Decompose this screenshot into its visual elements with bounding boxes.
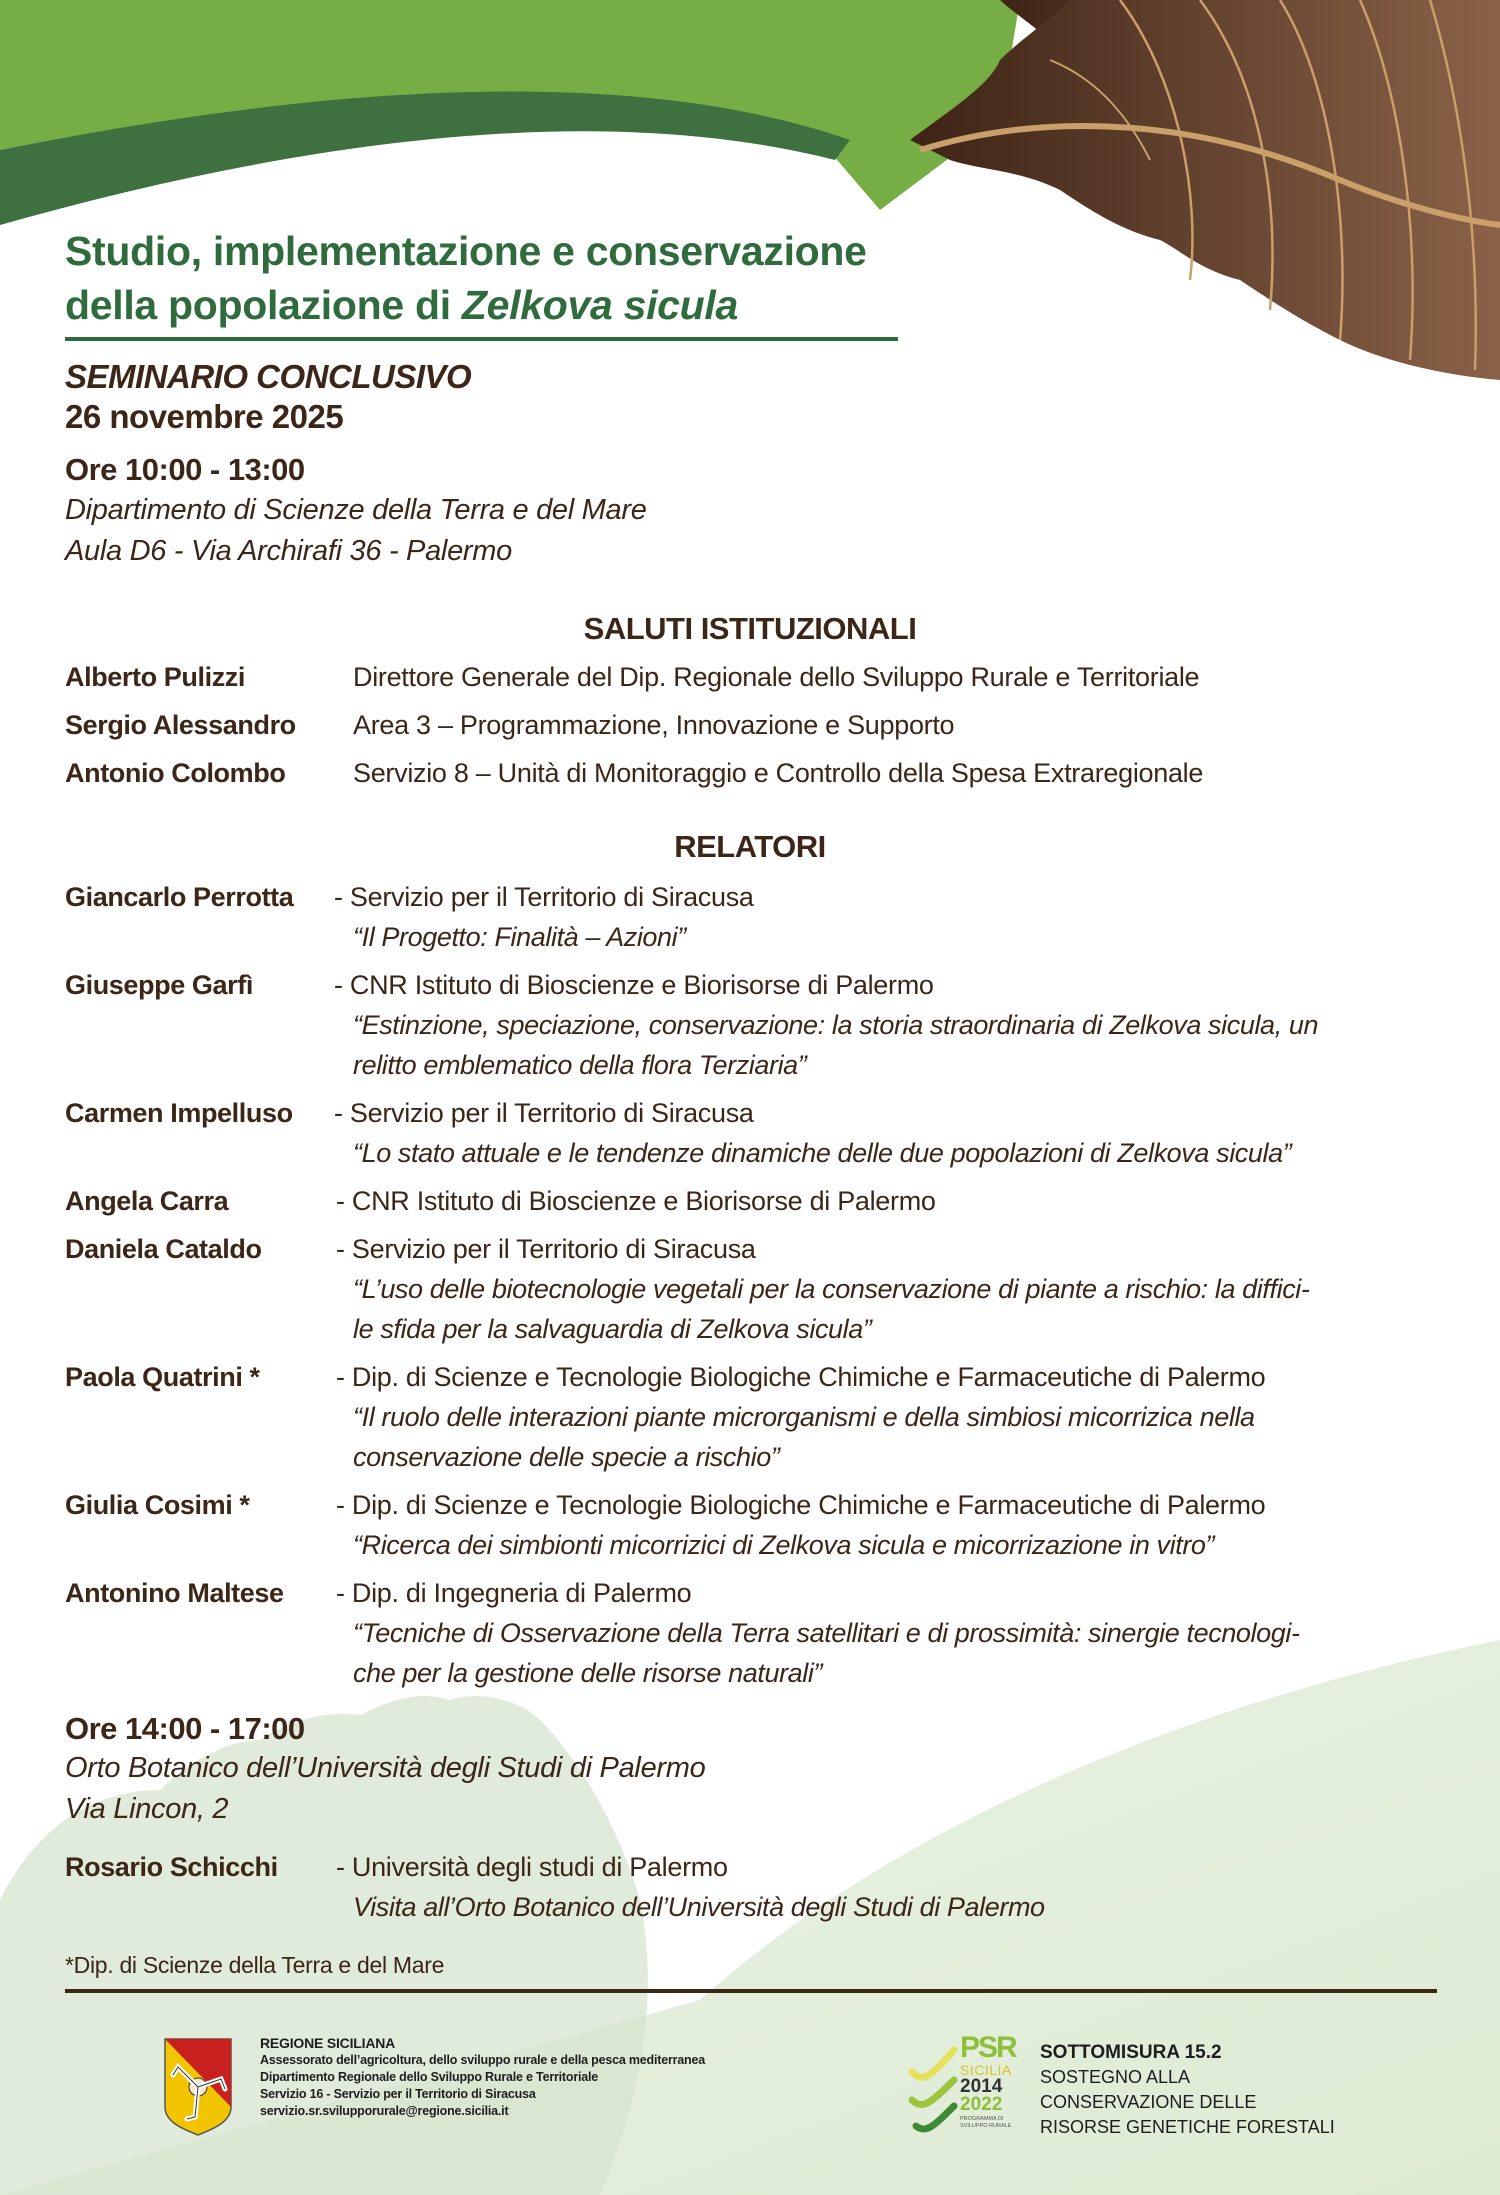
psr-sicilia: SICILIA [960, 2062, 1012, 2078]
talk-title: relitto emblematico della flora Terziaria” [353, 1050, 807, 1080]
visit-description: Visita all’Orto Botanico dell’Università degli Studi di Palermo [353, 1892, 1045, 1922]
afternoon-venue-line-2: Via Lincon, 2 [65, 1793, 229, 1825]
trinacria-shield-icon [163, 2037, 233, 2137]
title-line-1: Studio, implementazione e conservazione [65, 228, 867, 274]
speaker-name: Daniela Cataldo [65, 1234, 262, 1264]
talk-title: che per la gestione delle risorse naturali” [353, 1658, 823, 1688]
saluti-name: Alberto Pulizzi [65, 662, 246, 692]
speaker-name: Angela Carra [65, 1186, 229, 1216]
region-line-1: Assessorato dell’agricoltura, dello sviluppo rurale e della pesca mediterranea [260, 2053, 705, 2067]
morning-time: Ore 10:00 - 13:00 [65, 452, 305, 487]
talk-title: le sfida per la salvaguardia di Zelkova sicula” [353, 1314, 872, 1344]
psr-year-end: 2022 [960, 2094, 1003, 2115]
speaker-affiliation: - Servizio per il Territorio di Siracusa [336, 1234, 756, 1264]
speaker-affiliation: - Servizio per il Territorio di Siracusa [334, 1098, 754, 1128]
saluti-role: Direttore Generale del Dip. Regionale dello Sviluppo Rurale e Territoriale [353, 662, 1200, 692]
speaker-affiliation: - CNR Istituto di Bioscienze e Biorisorse di Palermo [336, 1186, 936, 1216]
speaker-affiliation: - Servizio per il Territorio di Siracusa [334, 882, 754, 912]
saluti-role: Area 3 – Programmazione, Innovazione e Supporto [353, 710, 955, 740]
afternoon-venue-line-1: Orto Botanico dell’Università degli Studi di Palermo [65, 1752, 706, 1784]
event-date: 26 novembre 2025 [65, 398, 344, 435]
footer-divider [65, 1989, 1437, 1993]
region-line-2: Dipartimento Regionale dello Sviluppo Rurale e Territoriale [260, 2070, 599, 2084]
submeasure-line-3: RISORSE GENETICHE FORESTALI [1040, 2117, 1335, 2137]
species-name: Zelkova sicula [461, 282, 739, 328]
footnote: *Dip. di Scienze della Terra e del Mare [65, 1952, 445, 1978]
speaker-name: Giancarlo Perrotta [65, 882, 294, 912]
psr-year-start: 2014 [960, 2076, 1003, 2097]
speaker-name: Paola Quatrini * [65, 1362, 260, 1392]
talk-title: “Lo stato attuale e le tendenze dinamiche delle due popolazioni di Zelkova sicula” [353, 1138, 1292, 1168]
talk-title: conservazione delle specie a rischio” [353, 1442, 780, 1472]
talk-title: “Il ruolo delle interazioni piante microrganismi e della simbiosi micorrizica nella [353, 1402, 1255, 1432]
talk-title: “Il Progetto: Finalità – Azioni” [353, 922, 686, 952]
speaker-name: Carmen Impelluso [65, 1098, 293, 1128]
speaker-name: Antonino Maltese [65, 1578, 284, 1608]
region-line-3: Servizio 16 - Servizio per il Territorio di Siracusa [260, 2087, 536, 2101]
talk-title: “Ricerca dei simbionti micorrizici di Zelkova sicula e micorrizazione in vitro” [353, 1530, 1215, 1560]
event-title [65, 224, 925, 332]
talk-title: “Estinzione, speciazione, conservazione: la storia straordinaria di Zelkova sicula, un [353, 1010, 1319, 1040]
seminar-subtitle: SEMINARIO CONCLUSIVO [65, 358, 472, 395]
psr-sicilia-logo-icon [908, 2031, 1028, 2140]
title-line-2-prefix: della popolazione di [65, 282, 462, 328]
region-email[interactable]: servizio.sr.svilupporurale@regione.sicilia.it [260, 2104, 509, 2118]
speaker-name: Rosario Schicchi [65, 1852, 278, 1882]
submeasure-heading: SOTTOMISURA 15.2 [1040, 2042, 1222, 2063]
saluti-heading: SALUTI ISTITUZIONALI [583, 611, 917, 646]
morning-venue-line-2: Aula D6 - Via Archirafi 36 - Palermo [65, 535, 512, 567]
psr-wordmark: PSR [960, 2031, 1016, 2064]
speaker-name: Giuseppe Garfì [65, 970, 253, 1000]
speaker-affiliation: - Università degli studi di Palermo [336, 1852, 728, 1882]
region-name: REGIONE SICILIANA [260, 2035, 396, 2051]
speaker-affiliation: - Dip. di Scienze e Tecnologie Biologiche Chimiche e Farmaceutiche di Palermo [336, 1490, 1266, 1520]
submeasure-info [1040, 2040, 1335, 2140]
saluti-role: Servizio 8 – Unità di Monitoraggio e Controllo della Spesa Extraregionale [353, 758, 1204, 788]
title-line-2 [65, 278, 925, 332]
title-divider [65, 337, 898, 341]
speaker-affiliation: - CNR Istituto di Bioscienze e Biorisorse di Palermo [334, 970, 934, 1000]
speaker-name: Giulia Cosimi * [65, 1490, 250, 1520]
relatori-heading: RELATORI [674, 829, 826, 864]
talk-title: “Tecniche di Osservazione della Terra satellitari e di prossimità: sinergie tecnologi- [353, 1618, 1300, 1648]
saluti-name: Antonio Colombo [65, 758, 286, 788]
region-info [260, 2035, 705, 2120]
speaker-affiliation: - Dip. di Scienze e Tecnologie Biologiche Chimiche e Farmaceutiche di Palermo [336, 1362, 1266, 1392]
speaker-affiliation: - Dip. di Ingegneria di Palermo [336, 1578, 692, 1608]
submeasure-line-1: SOSTEGNO ALLA [1040, 2067, 1191, 2087]
talk-title: “L’uso delle biotecnologie vegetali per la conservazione di piante a rischio: la diffici- [353, 1274, 1310, 1304]
psr-caption: PROGRAMMA DI SVILUPPO RURALE [960, 2116, 1012, 2129]
morning-venue-line-1: Dipartimento di Scienze della Terra e del Mare [65, 494, 647, 526]
submeasure-line-2: CONSERVAZIONE DELLE [1040, 2092, 1257, 2112]
afternoon-time: Ore 14:00 - 17:00 [65, 1711, 305, 1746]
saluti-name: Sergio Alessandro [65, 710, 296, 740]
